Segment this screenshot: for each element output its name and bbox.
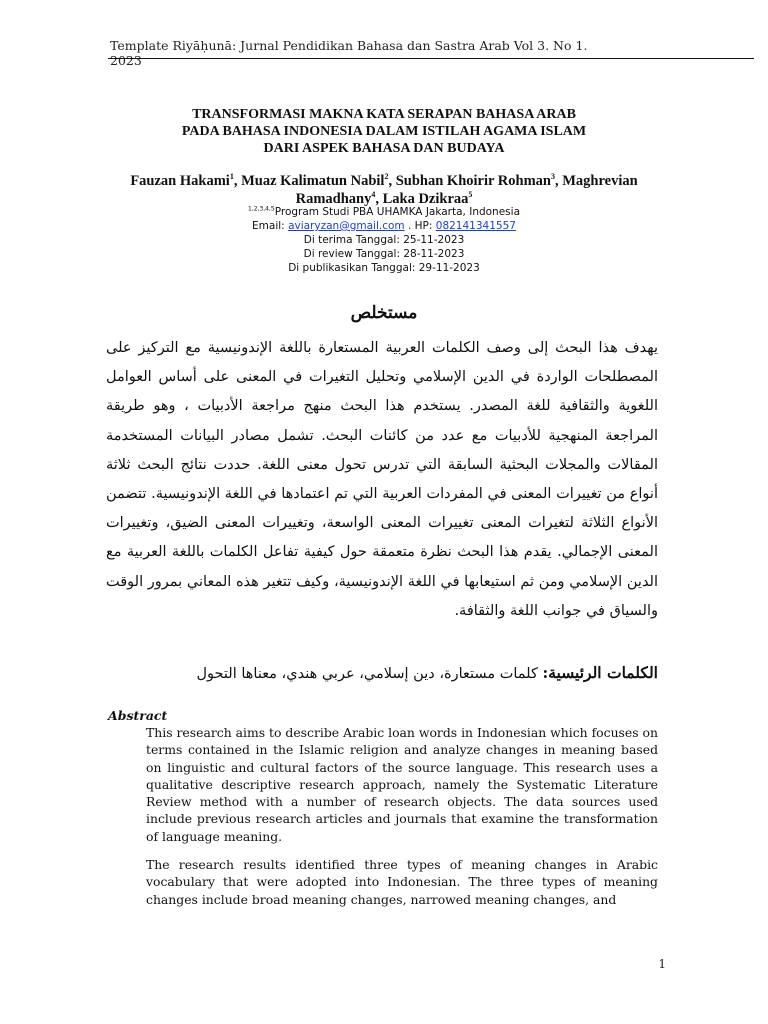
reviewed-date: Di review Tanggal: 28-11-2023 (303, 248, 465, 260)
title-line-2: PADA BAHASA INDONESIA DALAM ISTILAH AGAMA ISLAM (181, 124, 587, 139)
author-name: Subhan Khoirir Rohman (395, 173, 551, 189)
published-date: Di publikasikan Tanggal: 29-11-2023 (288, 262, 480, 274)
email-link[interactable]: aviaryzan@gmail.com (288, 220, 405, 232)
author-name: Laka Dzikraa (382, 191, 469, 207)
running-header: Template Riyāḥunā: Jurnal Pendidikan Bahasa dan Sastra Arab Vol 3. No 1. 2023 (110, 38, 588, 68)
arabic-keywords-list: كلمات مستعارة، دين إسلامي، عربي هندي، معناها التحول (196, 666, 538, 682)
arabic-abstract-text: يهدف هذا البحث إلى وصف الكلمات العربية المستعارة باللغة الإندونيسية مع التركيز على المصطلحات الواردة في الدين الإسلامي وتحليل التغيرات في المعنى على أساس العوامل اللغوية والثقافية للغة المصدر. يستخدم هذا البحث منهج مراجعة الأدبيات ، وهو طريقة المراجعة المنهجية للأدبيات مع عدد من كائنات البحث. تشمل مصادر البيانات المستخدمة المقالات والمجلات البحثية السابقة التي تدرس تحول معنى اللغة. حددت نتائج البحث ثلاثة أنواع من تغييرات المعنى في المفردات العربية التي تم اعتمادها في اللغة الإندونيسية. تتضمن الأنواع الثلاثة لتغيرات المعنى تغييرات المعنى الواسعة، وتغييرات المعنى الضيق، وتغييرات المعنى الإجمالي. يقدم هذا البحث نظرة متعمقة حول كيفية تفاعل الكلمات باللغة العربية مع الدين الإسلامي ومن ثم استيعابها في اللغة الإندونيسية، وكيف تتغير هذه المعاني بمرور الوقت والسياق في جوانب اللغة والثقافة. (106, 340, 658, 619)
abstract-paragraph-2: The research results identified three types of meaning changes in Arabic vocabulary that were adopted into Indonesian. The three types of meaning changes include broad meaning changes, narrowed meaning changes, and (146, 857, 658, 907)
author-affiliation-mark: 1 (229, 172, 234, 182)
arabic-keywords-label: الكلمات الرئيسية: (542, 663, 658, 682)
author-affiliation-mark: 5 (468, 190, 473, 200)
author-affiliation-mark: 3 (550, 172, 555, 182)
phone-link[interactable]: 082141341557 (435, 220, 516, 232)
header-rule (108, 58, 754, 59)
author-name: Muaz Kalimatun Nabil (241, 173, 385, 189)
article-title (100, 106, 668, 157)
affiliation-text: Program Studi PBA UHAMKA Jakarta, Indonesia (274, 206, 520, 218)
title-line-3: DARI ASPEK BAHASA DAN BUDAYA (263, 141, 505, 156)
title-line-1: TRANSFORMASI MAKNA KATA SERAPAN BAHASA ARAB (192, 107, 576, 122)
affiliation-line (200, 205, 568, 219)
author-affiliation-mark: 2 (384, 172, 389, 182)
abstract-heading: Abstract (108, 708, 168, 723)
affiliation-mark: 1,2,3,4,5 (248, 205, 275, 213)
phone-label: . HP: (407, 220, 433, 232)
contact-line (200, 219, 568, 233)
author-name: Fauzan Hakami (130, 173, 230, 189)
arabic-abstract-heading: مستخلص (350, 303, 418, 323)
email-label: Email: (252, 220, 285, 232)
page-number: 1 (658, 957, 666, 971)
arabic-keywords (106, 660, 658, 687)
affiliation-block (200, 205, 568, 275)
abstract-paragraph-1: This research aims to describe Arabic loan words in Indonesian which focuses on terms contained in the Islamic religion and analyze changes in meaning based on linguistic and cultural factors of the source language. This research uses a qualitative descriptive research approach, namely the Systematic Literature Review method with a number of research objects. The data sources used include previous research articles and journals that examine the transformation of language meaning. (146, 725, 658, 844)
received-date: Di terima Tanggal: 25-11-2023 (303, 234, 465, 246)
author-name: Maghrevian Ramadhany (295, 173, 638, 207)
author-list: Fauzan Hakami$^1$, Muaz Kalimatun Nabil$^2$, Subhan Khoirir Rohman$^3$, Maghrevian Ramadhany$^4$, Laka Dzikraa$^5$ (130, 172, 638, 207)
author-affiliation-mark: 4 (371, 190, 376, 200)
